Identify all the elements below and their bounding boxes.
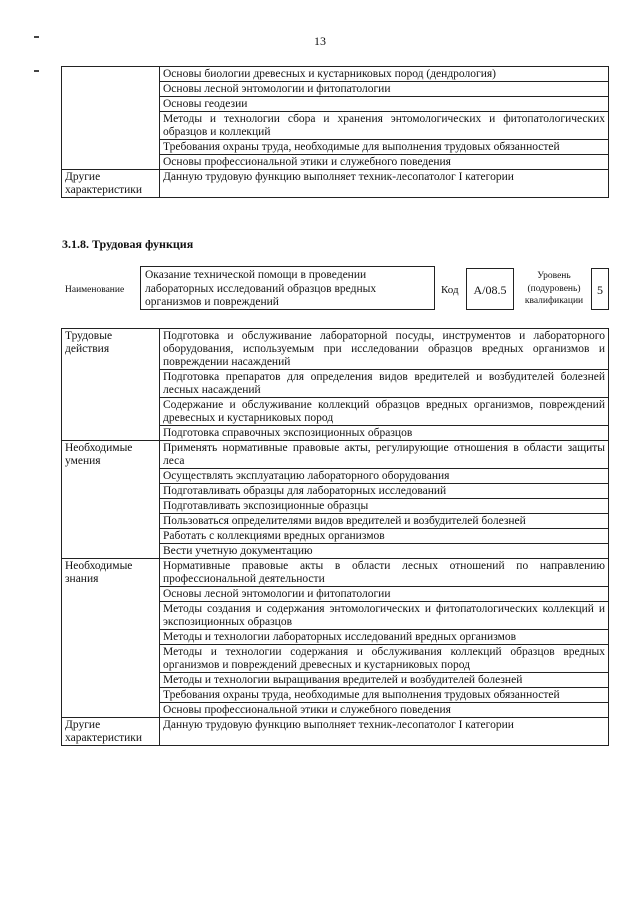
function-name-box: Оказание технической помощи в проведении лабораторных исследований образцов вредных организмов и повреждений <box>140 266 435 310</box>
page-number: 13 <box>314 34 326 48</box>
cell-text: Подготавливать образцы для лабораторных исследований <box>160 484 609 499</box>
code-box: А/08.5 <box>466 268 514 310</box>
qualification-level-label: Уровень (подуровень) квалификации <box>524 271 584 306</box>
continued-knowledge-table <box>61 66 609 198</box>
cell-text: Осуществлять эксплуатацию лабораторного оборудования <box>160 469 609 484</box>
labor-function-table <box>61 328 609 746</box>
margin-mark <box>34 36 39 38</box>
cell-text: Данную трудовую функцию выполняет техник-лесопатолог I категории <box>160 718 609 746</box>
cell-text: Основы геодезии <box>160 97 609 112</box>
table-row <box>62 170 609 198</box>
cell-text: Требования охраны труда, необходимые для выполнения трудовых обязанностей <box>160 140 609 155</box>
row-label-skills: Необходимые умения <box>62 441 160 559</box>
cell-text: Пользоваться определителями видов вредителей и возбудителей болезней <box>160 514 609 529</box>
table-row <box>62 67 609 82</box>
cell-text: Работать с коллекциями вредных организмов <box>160 529 609 544</box>
cell-text: Подготовка справочных экспозиционных образцов <box>160 426 609 441</box>
cell-text: Нормативные правовые акты в области лесных отношений по направлению профессиональной деятельности <box>160 559 609 587</box>
section-title: 3.1.8. Трудовая функция <box>62 237 194 251</box>
table-row <box>62 441 609 469</box>
cell-text: Основы лесной энтомологии и фитопатологии <box>160 82 609 97</box>
cell-text: Методы создания и содержания энтомологических и фитопатологических коллекций и экспозиционных образцов <box>160 602 609 630</box>
cell-text: Основы профессиональной этики и служебного поведения <box>160 703 609 718</box>
cell-text: Основы профессиональной этики и служебного поведения <box>160 155 609 170</box>
row-label-knowledge: Необходимые знания <box>62 559 160 718</box>
cell-text: Основы биологии древесных и кустарниковых пород (дендрология) <box>160 67 609 82</box>
cell-text: Содержание и обслуживание коллекций образцов вредных организмов, повреждений древесных и кустарниковых пород <box>160 398 609 426</box>
cell-text: Применять нормативные правовые акты, регулирующие отношения в области защиты леса <box>160 441 609 469</box>
row-label-actions: Трудовые действия <box>62 329 160 441</box>
cell-text: Методы и технологии лабораторных исследований вредных организмов <box>160 630 609 645</box>
row-label: Другие характеристики <box>62 170 160 198</box>
table-row <box>62 329 609 370</box>
table-row <box>62 718 609 746</box>
table-row <box>62 559 609 587</box>
cell-text: Вести учетную документацию <box>160 544 609 559</box>
cell-text: Методы и технологии содержания и обслуживания коллекций образцов вредных организмов и повреждений древесных и кустарниковых пород <box>160 645 609 673</box>
code-label: Код <box>441 284 459 296</box>
cell-text: Подготовка и обслуживание лабораторной посуды, инструментов и лабораторного оборудования, используемым при исследовании образцов вредных организмов и повреждении насаждений <box>160 329 609 370</box>
row-label-other: Другие характеристики <box>62 718 160 746</box>
cell-text: Подготовка препаратов для определения видов вредителей и возбудителей болезней лесных насаждений <box>160 370 609 398</box>
cell-text: Методы и технологии сбора и хранения энтомологических и фитопатологических образцов и коллекций <box>160 112 609 140</box>
row-label-empty <box>62 67 160 170</box>
cell-text: Основы лесной энтомологии и фитопатологии <box>160 587 609 602</box>
cell-text: Методы и технологии выращивания вредителей и возбудителей болезней <box>160 673 609 688</box>
cell-text: Подготавливать экспозиционные образцы <box>160 499 609 514</box>
cell-text: Данную трудовую функцию выполняет техник-лесопатолог I категории <box>160 170 609 198</box>
cell-text: Требования охраны труда, необходимые для выполнения трудовых обязанностей <box>160 688 609 703</box>
qualification-level-box: 5 <box>591 268 609 310</box>
name-label: Наименование <box>65 285 125 295</box>
margin-mark <box>34 70 39 72</box>
